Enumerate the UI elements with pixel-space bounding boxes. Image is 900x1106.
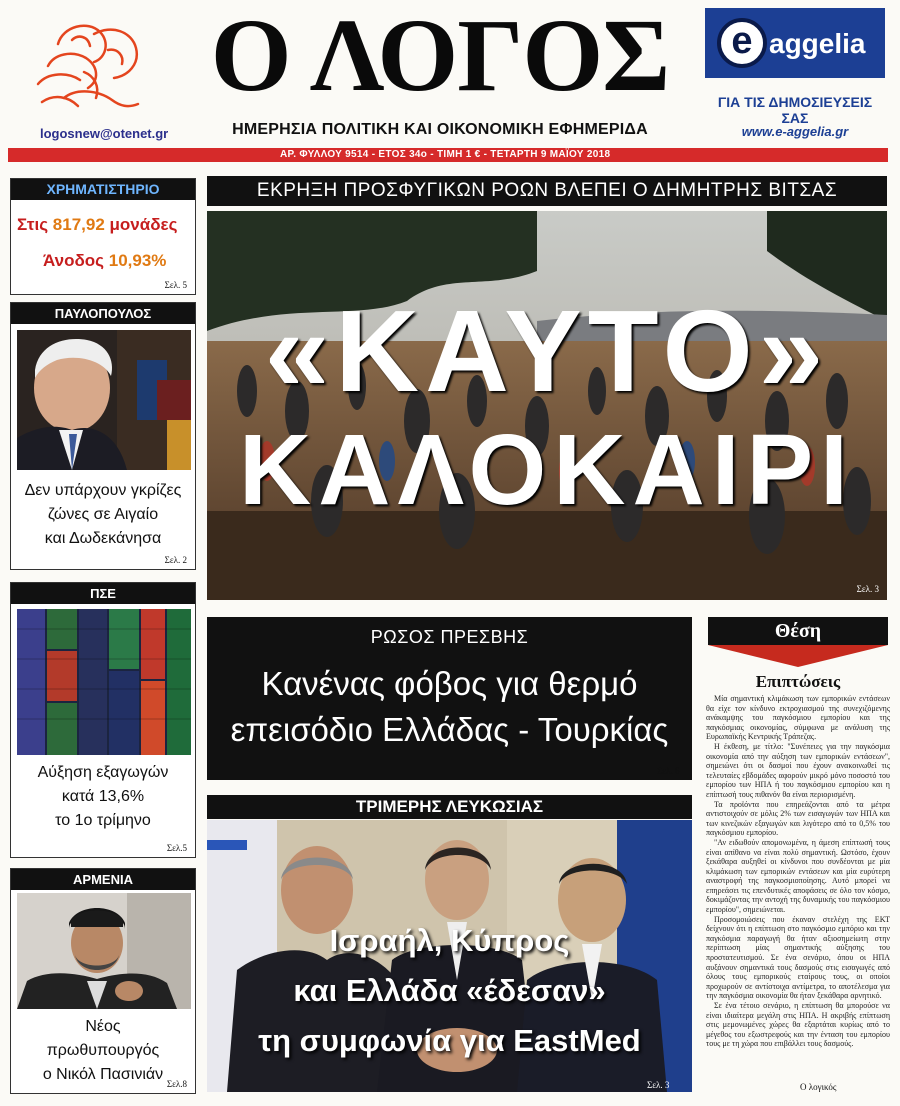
stock-change-line [43, 251, 166, 271]
ad-url-link[interactable]: www.e-aggelia.gr [741, 124, 849, 139]
pashinyan-photo [17, 893, 191, 1009]
page-reference: Σελ. 5 [164, 280, 187, 290]
pavlopoulos-header: ΠΑΥΛΟΠΟΥΛΟΣ [11, 303, 195, 324]
main-headline-line-2: ΚΑΛΟΚΑΙΡΙ [239, 414, 855, 526]
main-story-kicker[interactable]: ΕΚΡΗΞΗ ΠΡΟΣΦΥΓΙΚΩΝ ΡΟΩΝ ΒΛΕΠΕΙ Ο ΔΗΜΗΤΡΗΣ ΒΙΤΣΑΣ [207, 176, 887, 206]
story3-kicker[interactable]: ΤΡΙΜΕΡΗΣ ΛΕΥΚΩΣΙΑΣ [207, 795, 692, 819]
pse-box[interactable] [10, 582, 196, 858]
main-headline-line-1: «ΚΑΥΤΟ» [264, 286, 830, 416]
caption-line: Νέος [85, 1018, 121, 1035]
caption-line: πρωθυπουργός [46, 1042, 160, 1059]
stock-index-value: 817,92 [52, 215, 105, 234]
armenia-caption [11, 1015, 195, 1087]
caption-line: και Δωδεκάνησα [44, 530, 162, 547]
headline-line: τη συμφωνία για EastMed [258, 1023, 641, 1058]
trilateral-summit-photo[interactable] [207, 820, 692, 1092]
pavlopoulos-photo [17, 330, 191, 470]
story3-headline [207, 916, 692, 1066]
opinion-paragraph: Προσομοιώσεις που έκαναν στελέχη της ΕΚΤ δείχνουν ότι η επίπτωση στο παγκόσμιο εμπόριο και την παγκόσμια παραγωγή θα ήταν αξιοσημείωτη στην περίπτωση μίας σημαντικής αύξησης του προστατευτισμού. Σε ένα σενάριο, όπου οι ΗΠΑ αυξάνουν σημαντικά τους δασμούς στις εισαγωγές από όλους τους εμπορικούς εταίρους τους, οι οποίοι προχωρούν σε αντίστοιχα αντίμετρα, το αποτέλεσμα για την παγκόσμια οικονομία θα ήταν ξεκάθαρα αρνητικό. [706, 914, 890, 1001]
opinion-paragraph: "Αν ειδωθούν απομονωμένα, η άμεση επίπτωσή τους είναι απίθανο να είναι πολύ σημαντική. Ωστόσο, έχουν ξεκάθαρα αυξηθεί οι κίνδυνοι που συνδέονται με μία κλιμάκωση των εμπορικών εντάσεων και μία ευρύτερη αναστροφή της παγκοσμιοποίησης. Αυτό μπορεί να επηρεάσει τις επενδυτικές αποφάσεις σε όλο τον κόσμο, δοκιμάζοντας την αντοχή της δυναμικής του παγκόσμιου εμπορίου", σημειώνεται. [706, 837, 890, 915]
opinion-paragraph: Τα προϊόντα που επηρεάζονται από τα μέτρα αντιστοιχούν σε μόλις 2% των εισαγωγών των ΗΠΑ και των κινεζικών εξαγωγών και λιγότερο από το 0,5% του παγκόσμιου εμπορίου. [706, 799, 890, 838]
opinion-paragraph: Σε ένα τέτοιο σενάριο, η επίπτωση θα μπορούσε να είναι ιδιαίτερα μεγάλη στις ΗΠΑ. Η ακριβής επίπτωση στις μεμονωμένες χώρες θα εξαρτάται κυρίως από το μέγεθος του εξωστρεφούς και την ένταση του εμπορίου τους με τη χώρα που επιβάλλει τους δασμούς. [706, 1001, 890, 1049]
eaggelia-circle-icon [717, 18, 767, 68]
issue-info-text: ΑΡ. ΦΥΛΛΟΥ 9514 - ΕΤΟΣ 34ο - ΤΙΜΗ 1 € - ΤΕΤΑΡΤΗ 9 ΜΑΪΟΥ 2018 [280, 149, 611, 160]
caption-line: κατά 13,6% [61, 788, 145, 805]
headline-line: επεισόδιο Ελλάδας - Τουρκίας [230, 711, 669, 748]
story2-headline [207, 661, 692, 753]
stock-line1-post: μονάδες [104, 215, 178, 234]
caption-line: ο Νικόλ Πασινιάν [42, 1066, 164, 1083]
logo-figure-icon [28, 14, 148, 118]
main-story-photo[interactable] [207, 211, 887, 600]
section-arrow-icon [708, 645, 888, 667]
page-reference: Σελ.5 [166, 843, 187, 853]
newspaper-subtitle: ΗΜΕΡΗΣΙΑ ΠΟΛΙΤΙΚΗ ΚΑΙ ΟΙΚΟΝΟΜΙΚΗ ΕΦΗΜΕΡΙΔΑ [232, 121, 648, 138]
page-reference: Σελ.8 [166, 1079, 187, 1089]
caption-line: ζώνες σε Αιγαίο [47, 506, 159, 523]
ad-tagline: ΓΙΑ ΤΙΣ ΔΗΜΟΣΙΕΥΣΕΙΣ ΣΑΣ [717, 94, 873, 126]
opinion-signature: Ο λογικός [800, 1082, 837, 1092]
page-reference: Σελ. 3 [647, 1080, 670, 1090]
opinion-title: Επιπτώσεις [755, 672, 841, 691]
headline-line: Ισραήλ, Κύπρος [329, 923, 570, 958]
page-reference: Σελ. 2 [164, 555, 187, 565]
opinion-paragraph: Η έκθεση, με τίτλο: "Συνέπειες για την παγκόσμια οικονομία από την αύξηση των εμπορικών εντάσεων", σημειώνει ότι οι δασμοί που έχουν ανακοινωθεί τις τελευταίες εβδομάδες αφορούν μικρό μόνο ποσοστό του εμπορίου των ΗΠΑ ή του παγκόσμιου εμπορίου και η επίπτωσή τους πιθανόν θα είναι περιορισμένη. [706, 741, 890, 799]
masthead [0, 0, 900, 150]
caption-line: Αύξηση εξαγωγών [37, 764, 169, 781]
eaggelia-ad-logo[interactable] [705, 8, 885, 78]
pse-header: ΠΣΕ [11, 583, 195, 604]
stock-change-value: 10,93% [108, 251, 167, 270]
caption-line: το 1ο τρίμηνο [55, 812, 151, 829]
opinion-paragraph: Μία σημαντική κλιμάκωση των εμπορικών εντάσεων θα είχε τον κίνδυνο εκτροχιασμού της συνεχιζόμενης ανάκαμψης του παγκόσμιου εμπορίου και της παγκόσμιας οικονομίας, σύμφωνα με ανάλυση της Ευρωπαϊκής Κεντρικής Τράπεζας. [706, 694, 890, 742]
stock-market-header: ΧΡΗΜΑΤΙΣΤΗΡΙΟ [11, 179, 195, 200]
headline-line: και Ελλάδα «έδεσαν» [293, 973, 606, 1008]
stock-line1-pre: Στις [17, 215, 53, 234]
caption-line: Δεν υπάρχουν γκρίζες [24, 482, 182, 499]
page-reference: Σελ. 6 [657, 766, 680, 776]
stock-market-box[interactable] [10, 178, 196, 295]
opinion-section-label: Θέση [774, 620, 822, 642]
stock-line2-pre: Άνοδος [43, 251, 109, 270]
armenia-header: ΑΡΜΕΝΙΑ [11, 869, 195, 890]
page-reference: Σελ. 3 [856, 584, 879, 594]
opinion-body [706, 694, 890, 1080]
pavlopoulos-caption [11, 479, 195, 551]
ad-letter: e [731, 20, 753, 62]
opinion-section-header [708, 617, 888, 645]
containers-photo [17, 609, 191, 755]
newspaper-title: Ο ΛΟΓΟΣ [210, 0, 670, 113]
armenia-box[interactable] [10, 868, 196, 1094]
ad-word: aggelia [769, 28, 866, 59]
headline-line: Κανένας φόβος για θερμό [261, 665, 638, 702]
contact-email[interactable]: logosnew@otenet.gr [40, 126, 169, 141]
pavlopoulos-box[interactable] [10, 302, 196, 570]
issue-info-bar [8, 148, 888, 162]
pse-caption [11, 761, 195, 833]
stock-index-line [17, 215, 177, 235]
russian-ambassador-story[interactable] [207, 617, 692, 780]
story2-kicker: ΡΩΣΟΣ ΠΡΕΣΒΗΣ [370, 627, 529, 647]
